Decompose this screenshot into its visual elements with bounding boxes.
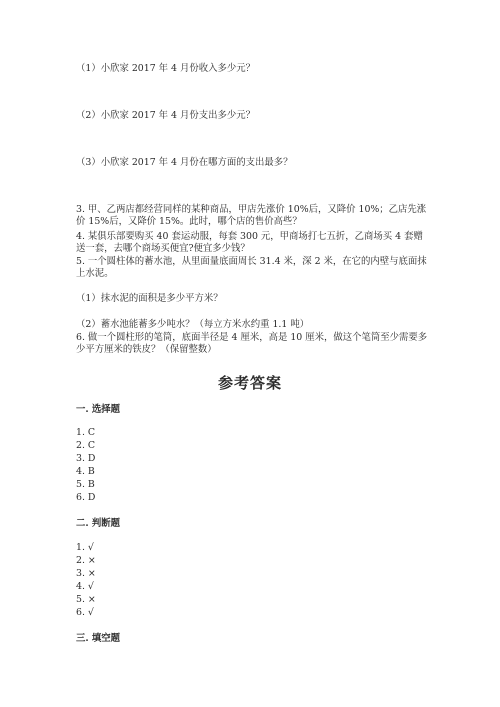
- answer-item: 3. D: [76, 453, 96, 464]
- question-5-sub-2: （2）蓄水池能蓄多少吨水？（每立方米水约重 1.1 吨）: [76, 319, 310, 330]
- answer-item: 3. ×: [76, 568, 96, 579]
- question-2-sub-2: （2）小欣家 2017 年 4 月份支出多少元？: [76, 110, 255, 121]
- answer-item: 4. B: [76, 466, 95, 477]
- question-5-sub-1: （1）抹水泥的面积是多少平方米？: [76, 293, 223, 304]
- answer-item: 1. C: [76, 427, 96, 438]
- question-4: 4. 某俱乐部要购买 40 套运动服，每套 300 元，甲商场打七五折，乙商场买 4 套赠送一套，去哪个商场买便宜?便宜多少钱？: [76, 231, 423, 254]
- section-heading-choice: 一. 选择题: [76, 404, 121, 415]
- answer-item: 6. D: [76, 492, 96, 503]
- answer-item: 2. C: [76, 440, 96, 451]
- question-2-sub-3: （3）小欣家 2017 年 4 月份在哪方面的支出最多？: [76, 157, 293, 168]
- question-2-sub-1: （1）小欣家 2017 年 4 月份收入多少元？: [76, 63, 255, 74]
- question-3: 3. 甲、乙两店都经营同样的某种商品，甲店先涨价 10%后，又降价 10%；乙店先涨价 15%后，又降价 15%。此时，哪个店的售价高些？: [76, 204, 427, 227]
- section-heading-fill-blank: 三. 填空题: [76, 633, 121, 644]
- answer-item: 5. B: [76, 479, 95, 490]
- question-5: 5. 一个圆柱体的蓄水池，从里面量底面周长 31.4 米，深 2 米，在它的内壁与底面抹上水泥。: [76, 256, 427, 279]
- answer-item: 2. ×: [76, 555, 96, 566]
- answer-key-title: 参考答案: [217, 374, 282, 392]
- answer-item: 5. ×: [76, 594, 96, 605]
- section-heading-judgement: 二. 判断题: [76, 518, 121, 529]
- question-6: 6. 做一个圆柱形的笔筒，底面半径是 4 厘米，高是 10 厘米，做这个笔筒至少需要多少平方厘米的铁皮？（保留整数）: [76, 332, 428, 355]
- answer-item: 6. √: [76, 607, 94, 618]
- answer-item: 1. √: [76, 542, 94, 553]
- answer-item: 4. √: [76, 581, 94, 592]
